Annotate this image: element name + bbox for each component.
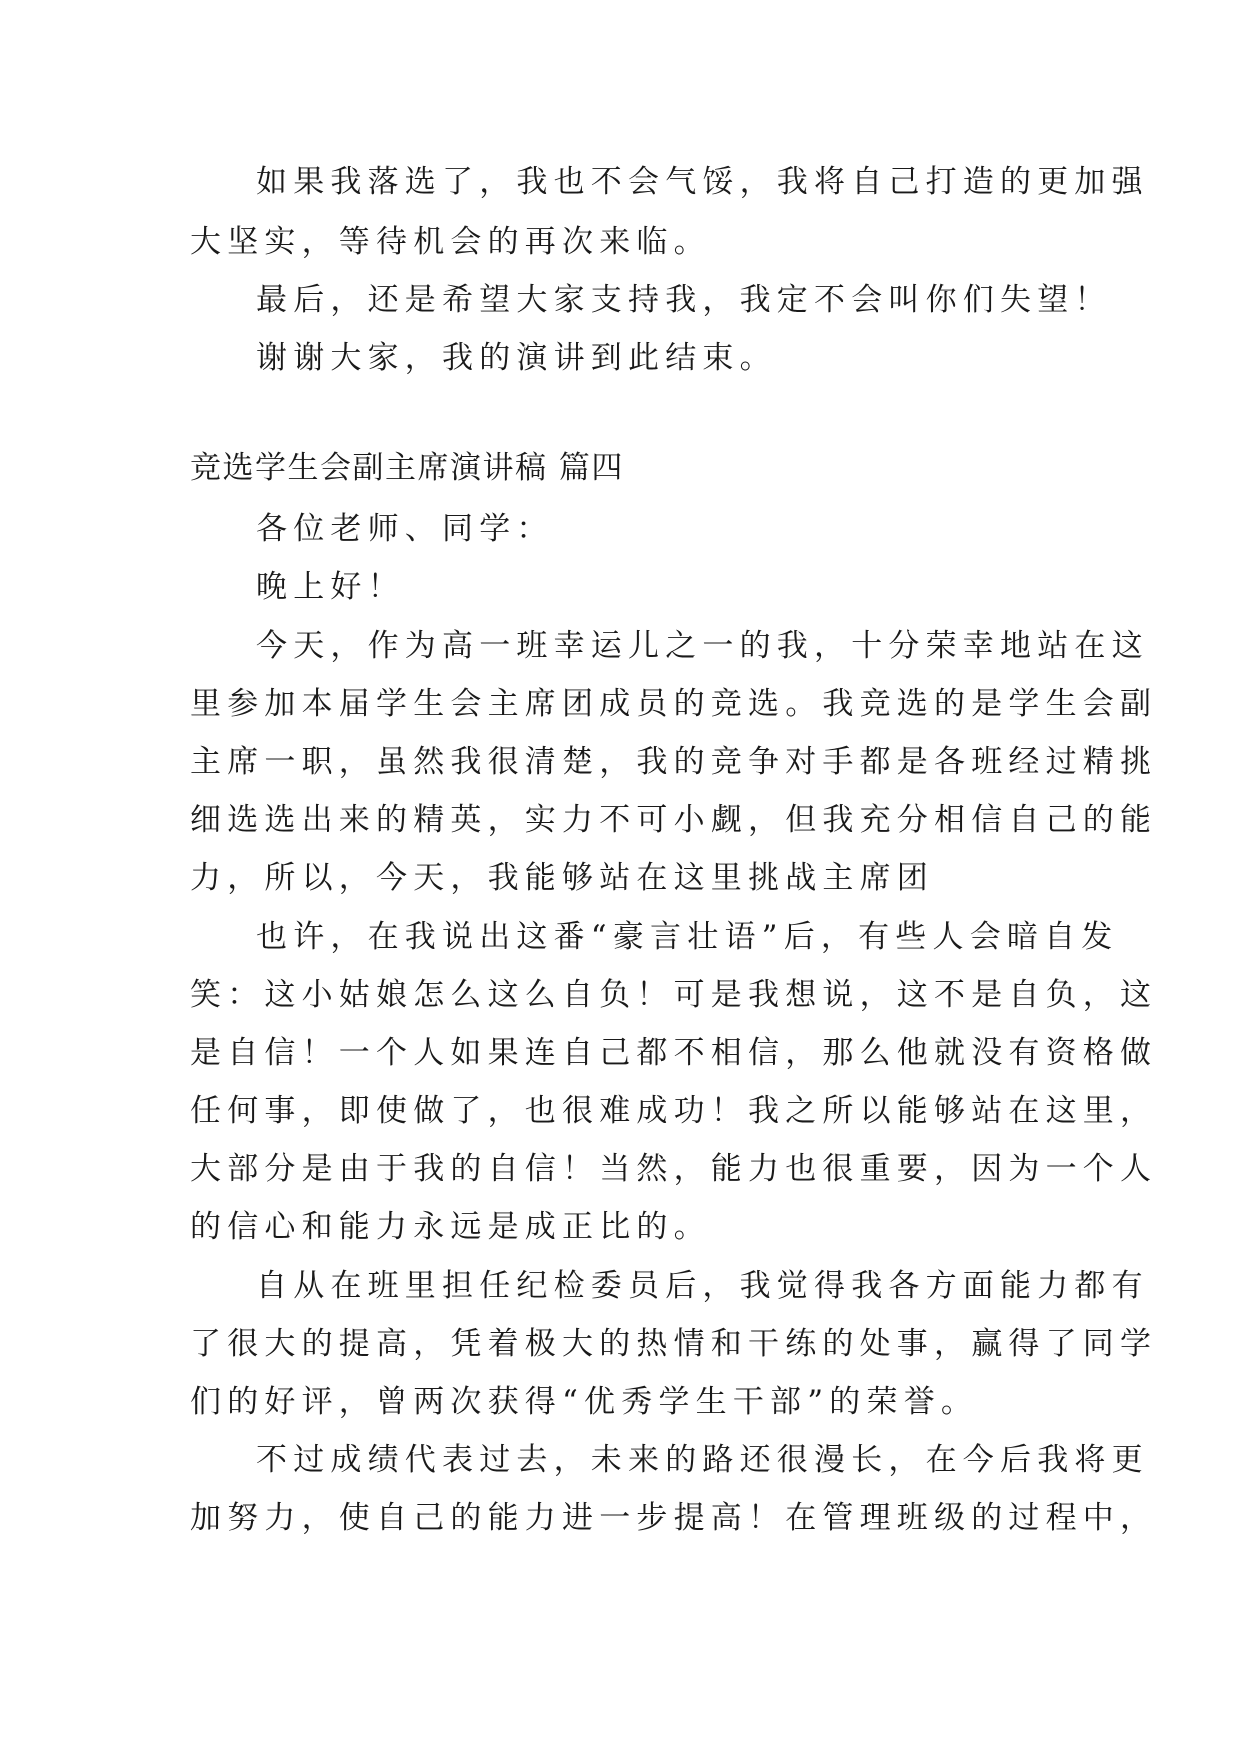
paragraph-line: 们的好评，曾两次获得“优秀学生干部”的荣誉。	[190, 1384, 979, 1420]
paragraph-line: 细选选出来的精英，实力不可小觑，但我充分相信自己的能	[190, 802, 1158, 838]
paragraph-line: 了很大的提高，凭着极大的热情和干练的处事，赢得了同学	[190, 1326, 1158, 1362]
paragraph-line: 今天，作为高一班幸运儿之一的我，十分荣幸地站在这	[256, 628, 1149, 664]
paragraph-line: 大部分是由于我的自信！当然，能力也很重要，因为一个人	[190, 1151, 1158, 1187]
section-heading: 竞选学生会副主席演讲稿 篇四	[190, 450, 624, 486]
paragraph-line: 如果我落选了，我也不会气馁，我将自己打造的更加强	[256, 164, 1149, 200]
paragraph-line: 大坚实，等待机会的再次来临。	[190, 224, 711, 260]
paragraph-line: 主席一职，虽然我很清楚，我的竞争对手都是各班经过精挑	[190, 744, 1158, 780]
paragraph-line: 里参加本届学生会主席团成员的竞选。我竞选的是学生会副	[190, 686, 1158, 722]
salutation-line: 各位老师、同学：	[256, 511, 554, 547]
paragraph-line: 笑：这小姑娘怎么这么自负！可是我想说，这不是自负，这	[190, 977, 1158, 1013]
paragraph-line: 自从在班里担任纪检委员后，我觉得我各方面能力都有	[256, 1268, 1149, 1304]
paragraph-line: 是自信！一个人如果连自己都不相信，那么他就没有资格做	[190, 1035, 1158, 1071]
paragraph-line: 不过成绩代表过去，未来的路还很漫长，在今后我将更	[256, 1442, 1149, 1478]
greeting-line: 晚上好！	[256, 569, 405, 605]
paragraph-line: 最后，还是希望大家支持我，我定不会叫你们失望！	[256, 282, 1112, 318]
paragraph-line: 的信心和能力永远是成正比的。	[190, 1209, 711, 1245]
paragraph-line: 加努力，使自己的能力进一步提高！在管理班级的过程中，	[190, 1500, 1158, 1536]
paragraph-line: 也许，在我说出这番“豪言壮语”后，有些人会暗自发	[256, 919, 1119, 955]
paragraph-line: 力，所以，今天，我能够站在这里挑战主席团	[190, 860, 934, 896]
paragraph-line: 任何事，即使做了，也很难成功！我之所以能够站在这里，	[190, 1093, 1158, 1129]
paragraph-line: 谢谢大家，我的演讲到此结束。	[256, 340, 777, 376]
